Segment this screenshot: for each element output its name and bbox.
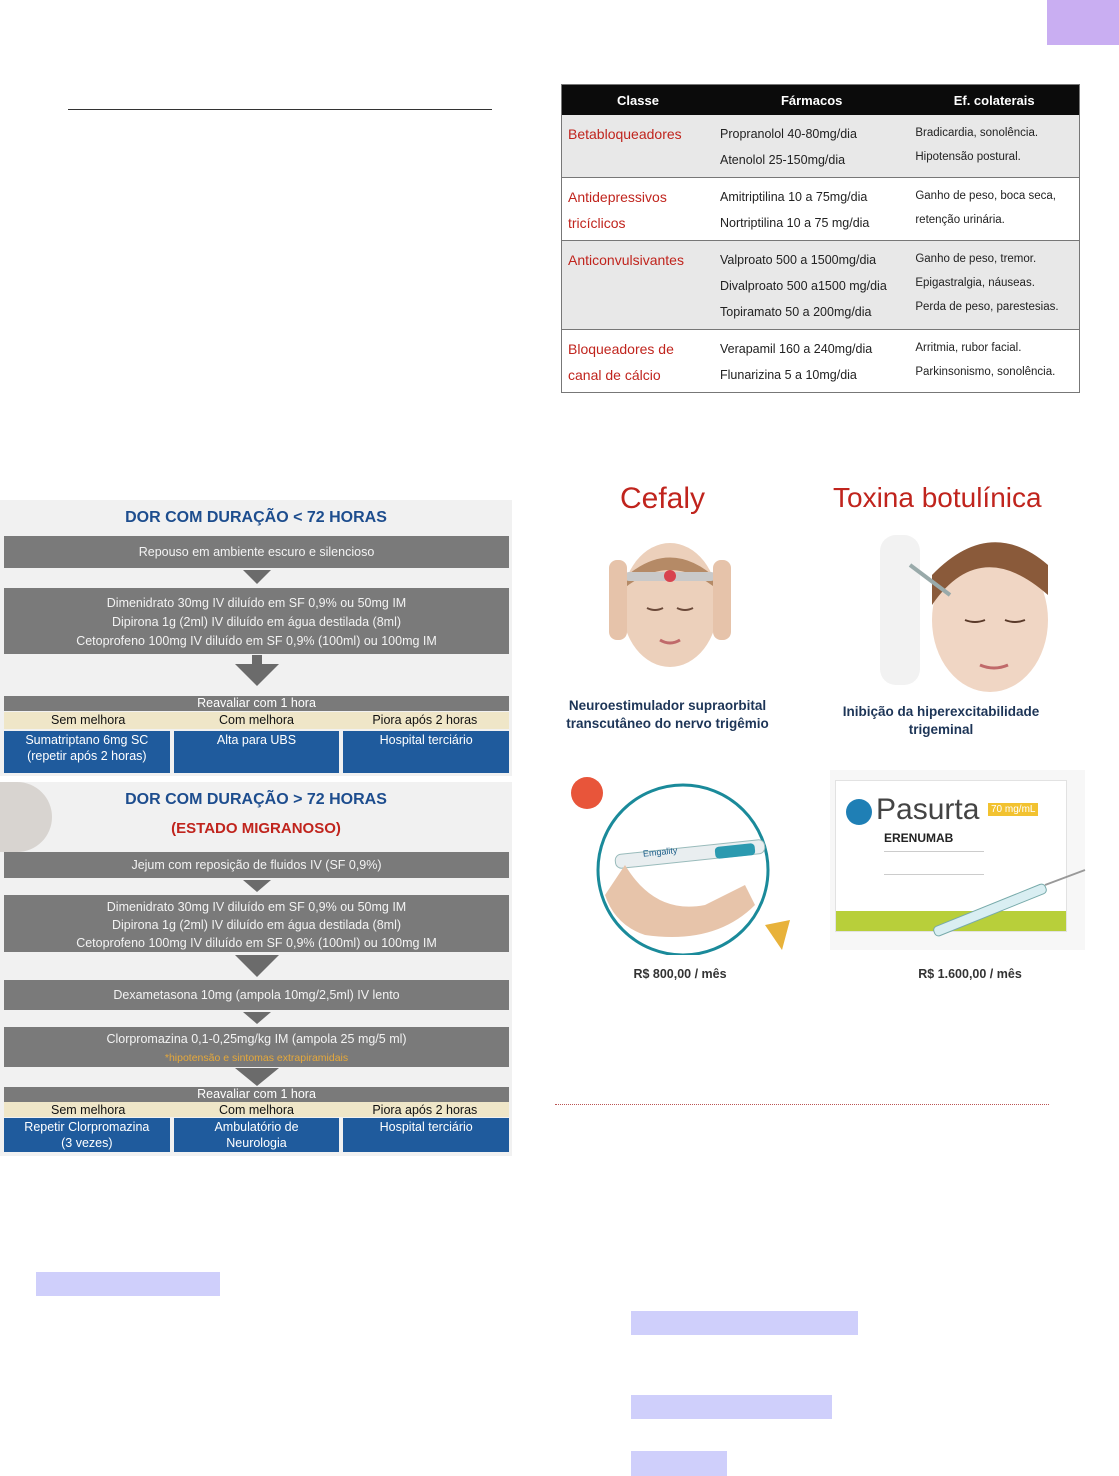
medication-line: Cetoprofeno 100mg IV diluído em SF 0,9% (100ml) ou 100mg IM: [76, 634, 437, 648]
option-improvement: Com melhora: [218, 713, 294, 727]
drug-line: Topiramato 50 a 200mg/dia: [720, 305, 872, 319]
pasurta-logo-icon: [846, 799, 872, 825]
flowchart-long-pain: [0, 782, 512, 1156]
emgality-pen-photo: [565, 775, 800, 955]
option-no-improvement: Sem melhora: [50, 713, 126, 727]
side-effects-cell: [909, 178, 1079, 241]
drug-line: Verapamil 160 a 240mg/dia: [720, 342, 873, 356]
down-arrow-icon: [235, 664, 279, 686]
action-improvement: Ambulatório de Neurologia: [174, 1118, 340, 1152]
drug-line: Nortriptilina 10 a 75 mg/dia: [720, 216, 870, 230]
outcome-actions-row: [4, 1118, 509, 1152]
side-effects-cell: [909, 330, 1079, 393]
highlight-bar: [631, 1451, 727, 1476]
drug-line: Atenolol 25-150mg/dia: [720, 153, 846, 167]
flowchart-short-pain: [0, 500, 512, 776]
action-no-improvement: Repetir Clorpromazina (3 vezes): [4, 1118, 170, 1152]
medication-line: Dipirona 1g (2ml) IV diluído em água destilada (8ml): [111, 918, 402, 932]
medication-line: Dipirona 1g (2ml) IV diluído em água destilada (8ml): [111, 615, 402, 629]
treatment-products-panel: [555, 470, 1095, 990]
class-cell: [562, 115, 715, 178]
side-effect-line: Parkinsonismo, sonolência.: [915, 366, 1056, 378]
reassess-bar: Reavaliar com 1 hora: [4, 696, 509, 711]
highlight-bar: [36, 1272, 220, 1296]
chlorpromazine-warning: *hipotensão e sintomas extrapiramidais: [164, 1052, 349, 1064]
highlight-bar: [631, 1311, 858, 1335]
class-name: Betabloqueadores: [568, 126, 682, 142]
down-arrow-icon: [243, 1012, 271, 1024]
option-no-improvement: Sem melhora: [50, 1103, 126, 1117]
table-row: [562, 115, 1080, 178]
class-name: canal de cálcio: [568, 367, 661, 383]
down-arrow-icon: [235, 955, 279, 977]
dotted-divider: [555, 1104, 1049, 1105]
drug-line: Amitriptilina 10 a 75mg/dia: [720, 190, 868, 204]
medication-line: Dimenidrato 30mg IV diluído em SF 0,9% ou 50mg IM: [106, 900, 407, 914]
syringe-icon: [920, 850, 1090, 940]
flow-step-fasting: Jejum com reposição de fluidos IV (SF 0,9%): [4, 852, 509, 878]
drug-line: Valproato 500 a 1500mg/dia: [720, 253, 877, 267]
pasurta-dose-badge: 70 mg/mL: [988, 803, 1038, 816]
botox-title: Toxina botulínica: [833, 482, 1042, 513]
class-cell: [562, 241, 715, 330]
caption-line: trigeminal: [908, 722, 974, 737]
flowchart-title: DOR COM DURAÇÃO > 72 HORAS: [125, 791, 387, 808]
class-name: Anticonvulsivantes: [568, 252, 684, 268]
cefaly-title: Cefaly: [620, 482, 706, 515]
header-efeitos: Ef. colaterais: [909, 85, 1079, 116]
side-effect-line: retenção urinária.: [915, 214, 1005, 226]
class-cell: [562, 330, 715, 393]
flow-step-medication: [4, 895, 509, 952]
table-header-row: [562, 85, 1080, 116]
outcome-options-row: [4, 1102, 509, 1117]
botox-caption: [817, 703, 1065, 739]
action-worsening: Hospital terciário: [343, 731, 509, 773]
flowchart-title: DOR COM DURAÇÃO < 72 HORAS: [125, 509, 387, 526]
class-name: Antidepressivos: [568, 189, 667, 205]
pasurta-generic: ERENUMAB: [884, 831, 954, 845]
side-effect-line: Bradicardia, sonolência.: [915, 127, 1039, 139]
option-improvement: Com melhora: [218, 1103, 294, 1117]
chlorpromazine-dose: Clorpromazina 0,1-0,25mg/kg IM (ampola 25 mg/5 ml): [106, 1032, 407, 1046]
class-name: Bloqueadores de: [568, 341, 674, 357]
outcome-options-row: [4, 712, 509, 729]
pasurta-price: R$ 1.600,00 / mês: [918, 967, 1022, 981]
side-effect-line: Arritmia, rubor facial.: [915, 342, 1022, 354]
flowchart-subtitle: (ESTADO MIGRANOSO): [171, 820, 341, 837]
class-name: tricíclicos: [568, 215, 626, 231]
flow-step-chlorpromazine: [4, 1027, 509, 1067]
header-classe: Classe: [562, 85, 715, 116]
table-row: [562, 330, 1080, 393]
action-no-improvement: Sumatriptano 6mg SC (repetir após 2 horas): [4, 731, 170, 773]
medication-line: Dimenidrato 30mg IV diluído em SF 0,9% ou 50mg IM: [106, 596, 407, 610]
class-cell: [562, 178, 715, 241]
action-improvement: Alta para UBS: [174, 731, 340, 773]
drugs-cell: [714, 178, 909, 241]
caption-line: transcutâneo do nervo trigêmio: [566, 716, 769, 731]
cefaly-caption: [555, 697, 780, 733]
side-effect-line: Epigastralgia, náuseas.: [915, 277, 1035, 289]
cefaly-device-photo: [595, 530, 745, 690]
emgality-label: Emgality: [642, 845, 678, 859]
side-effect-line: Perda de peso, parestesias.: [915, 301, 1059, 313]
drug-line: Flunarizina 5 a 10mg/dia: [720, 368, 857, 382]
header-farmacos: Fármacos: [714, 85, 909, 116]
highlight-bar: [631, 1395, 832, 1419]
down-arrow-icon: [243, 570, 271, 584]
prophylaxis-drug-table: [561, 84, 1080, 393]
flow-step-medication: [4, 588, 509, 654]
drug-line: Divalproato 500 a1500 mg/dia: [720, 279, 887, 293]
reassess-bar: Reavaliar com 1 hora: [4, 1087, 509, 1102]
action-worsening: Hospital terciário: [343, 1118, 509, 1152]
side-effect-line: Hipotensão postural.: [915, 151, 1021, 163]
side-effect-line: Ganho de peso, boca seca,: [915, 190, 1056, 202]
option-worsening: Piora após 2 horas: [372, 1103, 478, 1117]
heading-rule: [68, 109, 492, 110]
table-row: [562, 178, 1080, 241]
side-effect-line: Ganho de peso, tremor.: [915, 253, 1037, 265]
botox-injection-photo: [870, 525, 1070, 700]
table-row: [562, 241, 1080, 330]
side-effects-cell: [909, 115, 1079, 178]
page-corner-tab: [1047, 0, 1119, 45]
flow-step-rest: Repouso em ambiente escuro e silencioso: [4, 536, 509, 568]
option-worsening: Piora após 2 horas: [372, 713, 478, 727]
drugs-cell: [714, 241, 909, 330]
side-effects-cell: [909, 241, 1079, 330]
emgality-price: R$ 800,00 / mês: [633, 967, 727, 981]
caption-line: Inibição da hiperexcitabilidade: [842, 704, 1040, 719]
down-arrow-icon: [243, 880, 271, 892]
pasurta-brand: Pasurta: [876, 793, 980, 826]
flow-step-dexamethasone: Dexametasona 10mg (ampola 10mg/2,5ml) IV lento: [4, 980, 509, 1010]
outcome-actions-row: [4, 731, 509, 773]
caption-line: Neuroestimulador supraorbital: [568, 698, 767, 713]
pasurta-box-photo: [830, 770, 1085, 950]
medication-line: Cetoprofeno 100mg IV diluído em SF 0,9% (100ml) ou 100mg IM: [76, 936, 437, 950]
down-arrow-icon: [235, 1068, 279, 1086]
drug-line: Propranolol 40-80mg/dia: [720, 127, 857, 141]
drugs-cell: [714, 330, 909, 393]
drugs-cell: [714, 115, 909, 178]
